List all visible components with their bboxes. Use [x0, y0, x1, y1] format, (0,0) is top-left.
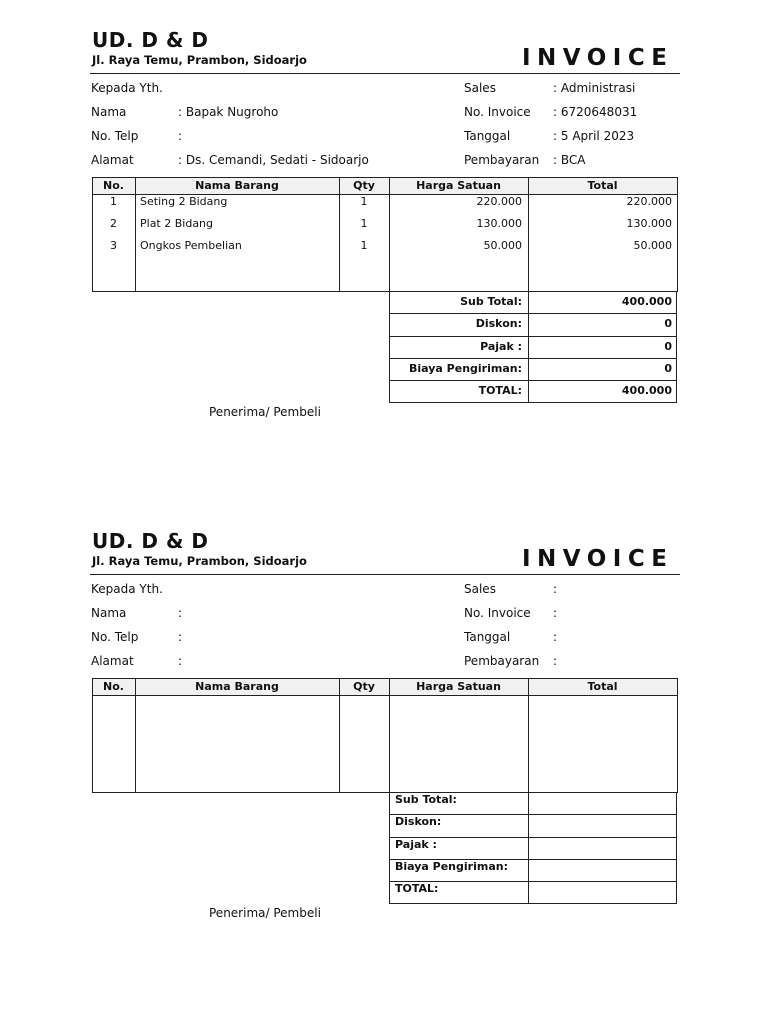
- row-number: 1: [110, 195, 117, 208]
- field-text: Bapak Nugroho: [185, 105, 279, 119]
- totals-table: [389, 792, 677, 904]
- totals-rule: [676, 291, 677, 403]
- totals-label-total: TOTAL:: [395, 882, 439, 895]
- totals-rule: [389, 358, 677, 359]
- totals-rule: [528, 792, 529, 904]
- invoice-1: [0, 0, 768, 470]
- receiver-signature-label: Penerima/ Pembeli: [209, 906, 321, 920]
- table-rule: [92, 695, 677, 696]
- company-address: Jl. Raya Temu, Prambon, Sidoarjo: [92, 53, 307, 67]
- row-number: 2: [110, 217, 117, 230]
- field-text: Administrasi: [560, 81, 636, 95]
- totals-label-sub-total: Sub Total:: [395, 793, 457, 806]
- field-label: Sales: [464, 81, 496, 95]
- field-label: Alamat: [91, 153, 134, 167]
- invoice-2: [0, 501, 768, 971]
- row-total: 50.000: [633, 239, 672, 252]
- field-label: Pembayaran: [464, 654, 540, 668]
- totals-rule: [389, 792, 390, 904]
- field-label: Nama: [91, 606, 127, 620]
- column-header-total: Total: [587, 680, 618, 693]
- field-colon: :: [178, 654, 183, 668]
- totals-rule: [389, 903, 677, 904]
- row-qty: 1: [360, 239, 368, 252]
- field-colon: :: [178, 606, 183, 620]
- field-value: [553, 105, 637, 119]
- totals-label-diskon: Diskon:: [475, 317, 522, 330]
- totals-rule: [389, 380, 677, 381]
- totals-value-sub-total: 400.000: [621, 295, 672, 308]
- invoice-title: INVOICE: [522, 45, 674, 71]
- totals-rule: [389, 291, 677, 292]
- row-price: 130.000: [476, 217, 522, 230]
- row-total: 220.000: [626, 195, 672, 208]
- totals-label-biaya-pengiriman: Biaya Pengiriman:: [395, 860, 508, 873]
- field-text: Ds. Cemandi, Sedati - Sidoarjo: [185, 153, 369, 167]
- field-colon: :: [553, 654, 558, 668]
- table-rule: [92, 678, 93, 793]
- totals-value-total: 400.000: [621, 384, 672, 397]
- field-value: [553, 582, 557, 596]
- field-value: [553, 654, 557, 668]
- totals-label-biaya-pengiriman: Biaya Pengiriman:: [409, 362, 522, 375]
- field-value: [553, 129, 634, 143]
- company-address: Jl. Raya Temu, Prambon, Sidoarjo: [92, 554, 307, 568]
- invoice-title: INVOICE: [522, 546, 674, 572]
- totals-table: [389, 291, 677, 403]
- row-item: Plat 2 Bidang: [140, 217, 214, 230]
- totals-rule: [389, 313, 677, 314]
- field-value: [553, 630, 557, 644]
- column-header-no: No.: [103, 680, 124, 693]
- company-name: UD. D & D: [92, 28, 209, 52]
- totals-value-biaya-pengiriman: 0: [664, 362, 672, 375]
- totals-label-total: TOTAL:: [478, 384, 522, 397]
- column-header-qty: Qty: [353, 179, 375, 192]
- field-colon: :: [553, 81, 558, 95]
- field-label: Nama: [91, 105, 127, 119]
- totals-value-diskon: 0: [664, 317, 672, 330]
- table-rule: [389, 678, 390, 793]
- company-name: UD. D & D: [92, 529, 209, 553]
- field-value: [178, 606, 182, 620]
- field-colon: :: [553, 606, 558, 620]
- field-label: Tanggal: [464, 630, 511, 644]
- row-price: 220.000: [476, 195, 522, 208]
- table-rule: [528, 678, 529, 793]
- field-value: [553, 153, 585, 167]
- totals-rule: [389, 402, 677, 403]
- items-table: [92, 678, 677, 792]
- table-rule: [677, 177, 678, 292]
- column-header-price: Harga Satuan: [416, 179, 501, 192]
- column-header-total: Total: [587, 179, 618, 192]
- field-label: No. Telp: [91, 630, 139, 644]
- field-label: Tanggal: [464, 129, 511, 143]
- row-qty: 1: [360, 217, 368, 230]
- field-colon: :: [553, 129, 558, 143]
- field-colon: :: [553, 105, 558, 119]
- field-value: [178, 630, 182, 644]
- field-value: [178, 105, 278, 119]
- receiver-signature-label: Penerima/ Pembeli: [209, 405, 321, 419]
- field-text: 5 April 2023: [560, 129, 635, 143]
- totals-label-sub-total: Sub Total:: [460, 295, 522, 308]
- row-number: 3: [110, 239, 117, 252]
- field-value: [178, 654, 182, 668]
- column-header-item: Nama Barang: [195, 680, 279, 693]
- field-value: [553, 81, 635, 95]
- field-value: [178, 153, 369, 167]
- field-colon: :: [553, 153, 558, 167]
- field-label: No. Telp: [91, 129, 139, 143]
- field-value: [553, 606, 557, 620]
- totals-label-diskon: Diskon:: [395, 815, 442, 828]
- field-label: No. Invoice: [464, 105, 531, 119]
- totals-rule: [389, 336, 677, 337]
- totals-value-pajak: 0: [664, 340, 672, 353]
- field-label: Alamat: [91, 654, 134, 668]
- totals-label-pajak: Pajak :: [480, 340, 522, 353]
- table-rule: [339, 678, 340, 793]
- column-header-price: Harga Satuan: [416, 680, 501, 693]
- field-text: 6720648031: [560, 105, 638, 119]
- row-item: Seting 2 Bidang: [140, 195, 228, 208]
- row-item: Ongkos Pembelian: [140, 239, 242, 252]
- row-total: 130.000: [626, 217, 672, 230]
- field-colon: :: [553, 630, 558, 644]
- items-table: [92, 177, 677, 291]
- field-label: Sales: [464, 582, 496, 596]
- field-colon: :: [178, 153, 183, 167]
- field-colon: :: [178, 105, 183, 119]
- row-qty: 1: [360, 195, 368, 208]
- table-rule: [135, 177, 136, 292]
- field-label: No. Invoice: [464, 606, 531, 620]
- field-value: [178, 129, 182, 143]
- field-colon: :: [553, 582, 558, 596]
- header-divider: [90, 73, 680, 74]
- field-text: BCA: [560, 153, 586, 167]
- totals-label-pajak: Pajak :: [395, 838, 437, 851]
- table-rule: [135, 678, 136, 793]
- to-label: Kepada Yth.: [91, 582, 163, 596]
- table-rule: [677, 678, 678, 793]
- column-header-item: Nama Barang: [195, 179, 279, 192]
- header-divider: [90, 574, 680, 575]
- column-header-qty: Qty: [353, 680, 375, 693]
- row-price: 50.000: [483, 239, 522, 252]
- field-label: Pembayaran: [464, 153, 540, 167]
- column-header-no: No.: [103, 179, 124, 192]
- field-colon: :: [178, 129, 183, 143]
- field-colon: :: [178, 630, 183, 644]
- to-label: Kepada Yth.: [91, 81, 163, 95]
- totals-rule: [676, 792, 677, 904]
